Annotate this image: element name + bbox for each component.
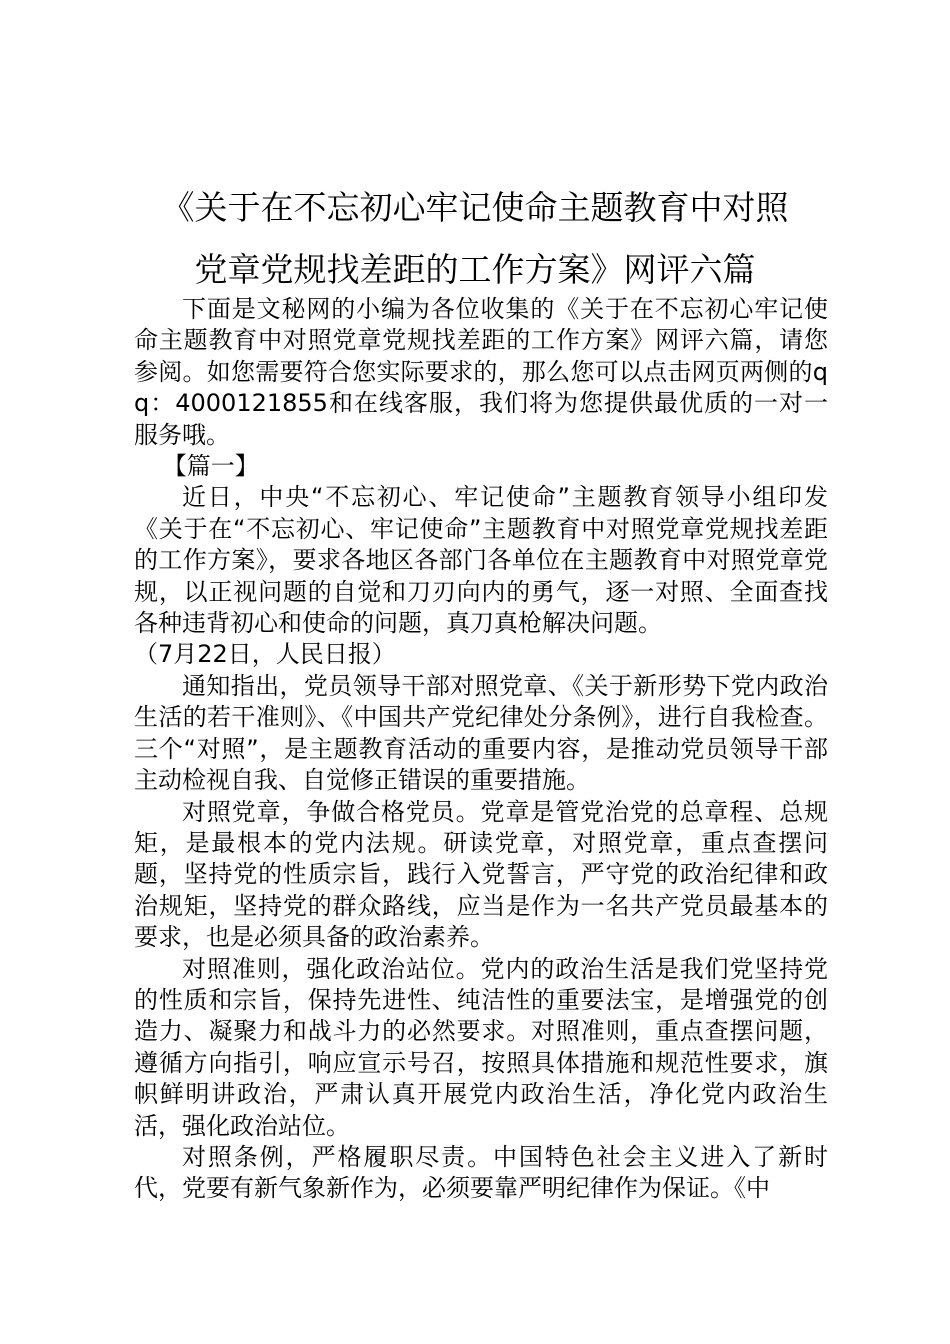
body-paragraph: 对照准则，强化政治站位。党内的政治生活是我们党坚持党的性质和宗旨，保持先进性、纯洁性的重要法宝，是增强党的创造力、凝聚力和战斗力的必然要求。对照准则，重点查摆问题，遵循方向指引，响应宣示号召，按照具体措施和规范性要求，旗帜鲜明讲政治，严肃认真开展党内政治生活，净化党内政治生活，强化政治站位。: [134, 954, 828, 1140]
body-paragraph: 对照党章，争做合格党员。党章是管党治党的总章程、总规矩，是最根本的党内法规。研读党章，对照党章，重点查摆问题，坚持党的性质宗旨，践行入党誓言，严守党的政治纪律和政治规矩，坚持党的群众路线，应当是作为一名共产党员最基本的要求，也是必须具备的政治素养。: [134, 797, 828, 952]
body-paragraph: 近日，中央“不忘初心、牢记使命”主题教育领导小组印发《关于在“不忘初心、牢记使命”主题教育中对照党章党规找差距的工作方案》，要求各地区各部门各单位在主题教育中对照党章党规，以正视问题的自觉和刀刃向内的勇气，逐一对照、全面查找各种违背初心和使命的问题，真刀真枪解决问题。: [134, 483, 828, 638]
body-paragraph: 对照条例，严格履职尽责。中国特色社会主义进入了新时代，党要有新气象新作为，必须要靠严明纪律作为保证。《中: [134, 1142, 828, 1203]
body-paragraph: 通知指出，党员领导干部对照党章、《关于新形势下党内政治生活的若干准则》、《中国共产党纪律处分条例》，进行自我检查。三个“对照”，是主题教育活动的重要内容，是推动党员领导干部主动检视自我、自觉修正错误的重要措施。: [134, 671, 828, 795]
source-citation: （7月22日，人民日报）: [134, 640, 396, 669]
intro-paragraph: 下面是文秘网的小编为各位收集的《关于在不忘初心牢记使命主题教育中对照党章党规找差距的工作方案》网评六篇，请您参阅。如您需要符合您实际要求的，那么您可以点击网页两侧的qq：4000121855和在线客服，我们将为您提供最优质的一对一服务哦。: [134, 295, 828, 449]
document-title-line-2: 党章党规找差距的工作方案》网评六篇: [194, 250, 756, 289]
section-heading: 【篇一】: [162, 452, 259, 481]
document-title-line-1: 《关于在不忘初心牢记使命主题教育中对照: [161, 188, 789, 227]
document-body: [134, 294, 828, 1205]
